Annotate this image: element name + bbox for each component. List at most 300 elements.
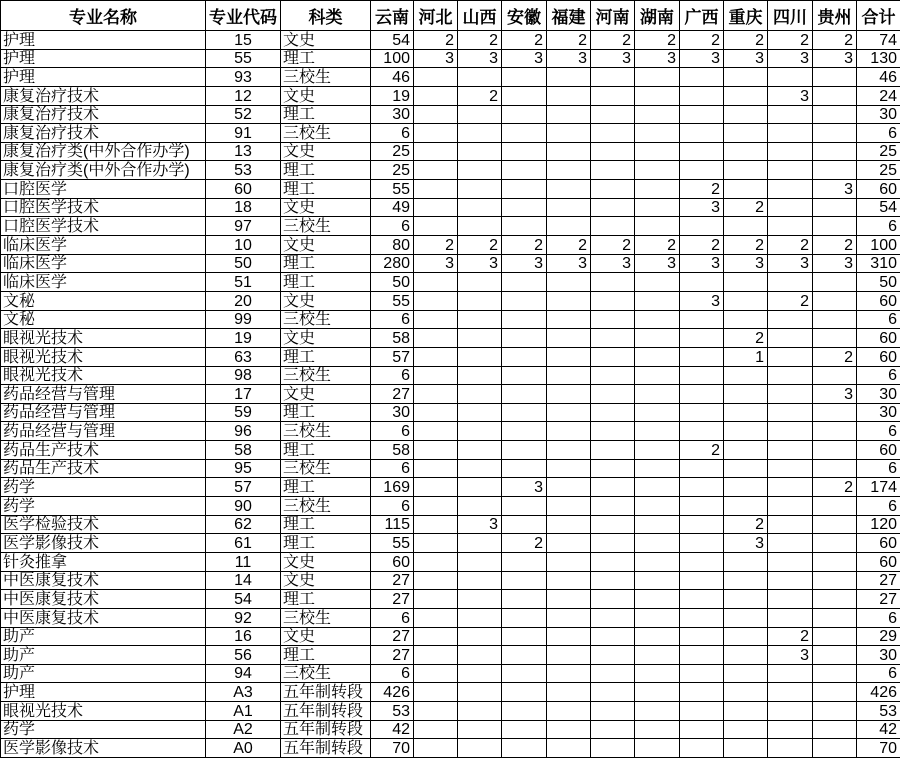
cell-value	[502, 459, 547, 478]
cell-value	[635, 720, 680, 739]
cell-subject-type: 三校生	[281, 124, 371, 143]
cell-value	[635, 198, 680, 217]
cell-value	[414, 590, 458, 609]
cell-value	[635, 310, 680, 329]
cell-value	[414, 403, 458, 422]
cell-major-code: 63	[206, 347, 281, 366]
table-row	[1, 49, 900, 68]
table-row	[1, 68, 900, 87]
cell-major-name: 药学	[1, 720, 206, 739]
cell-value	[458, 646, 502, 665]
table-row	[1, 236, 900, 255]
cell-value	[458, 702, 502, 721]
cell-value: 3	[502, 254, 547, 273]
cell-value	[414, 273, 458, 292]
cell-major-name: 护理	[1, 683, 206, 702]
cell-value: 80	[371, 236, 414, 255]
cell-value	[414, 422, 458, 441]
cell-major-name: 眼视光技术	[1, 329, 206, 348]
cell-value: 6	[371, 497, 414, 516]
cell-subject-type: 文史	[281, 142, 371, 161]
cell-value	[458, 459, 502, 478]
cell-value	[813, 310, 857, 329]
cell-value	[635, 702, 680, 721]
cell-value	[414, 571, 458, 590]
cell-value: 6	[371, 217, 414, 236]
cell-value: 3	[768, 49, 813, 68]
cell-value	[680, 534, 724, 553]
cell-value: 30	[857, 403, 900, 422]
cell-value	[414, 497, 458, 516]
cell-value	[547, 217, 591, 236]
cell-major-code: A0	[206, 739, 281, 758]
cell-value	[458, 273, 502, 292]
cell-value: 46	[371, 68, 414, 87]
cell-value: 3	[680, 49, 724, 68]
cell-value	[635, 68, 680, 87]
cell-value	[414, 515, 458, 534]
cell-value	[414, 217, 458, 236]
cell-value: 6	[857, 366, 900, 385]
cell-value	[502, 422, 547, 441]
cell-major-code: 94	[206, 664, 281, 683]
cell-value	[724, 608, 768, 627]
cell-value: 54	[857, 198, 900, 217]
cell-value	[768, 403, 813, 422]
cell-value	[458, 683, 502, 702]
cell-value	[458, 552, 502, 571]
cell-value	[680, 590, 724, 609]
cell-value	[458, 198, 502, 217]
cell-value	[591, 608, 635, 627]
cell-value: 3	[768, 254, 813, 273]
cell-value	[547, 403, 591, 422]
cell-value	[680, 329, 724, 348]
cell-value: 3	[724, 49, 768, 68]
cell-subject-type: 三校生	[281, 310, 371, 329]
cell-value	[458, 68, 502, 87]
cell-value	[591, 422, 635, 441]
cell-value	[680, 310, 724, 329]
cell-value: 27	[371, 627, 414, 646]
cell-value	[547, 124, 591, 143]
cell-value	[813, 217, 857, 236]
cell-value: 24	[857, 86, 900, 105]
cell-value: 2	[591, 31, 635, 50]
cell-value	[502, 627, 547, 646]
cell-value	[414, 198, 458, 217]
cell-value	[635, 590, 680, 609]
cell-value	[591, 739, 635, 758]
cell-value	[591, 273, 635, 292]
cell-value	[458, 534, 502, 553]
cell-value	[547, 478, 591, 497]
cell-value: 2	[680, 236, 724, 255]
cell-value	[813, 534, 857, 553]
cell-subject-type: 文史	[281, 291, 371, 310]
cell-value	[591, 571, 635, 590]
cell-major-code: 99	[206, 310, 281, 329]
cell-value	[724, 273, 768, 292]
cell-value	[635, 552, 680, 571]
cell-value	[813, 198, 857, 217]
cell-value	[635, 273, 680, 292]
cell-value	[680, 515, 724, 534]
cell-value	[502, 329, 547, 348]
cell-major-name: 药品经营与管理	[1, 422, 206, 441]
table-row	[1, 571, 900, 590]
col-major-name: 专业名称	[1, 1, 206, 31]
cell-major-name: 医学检验技术	[1, 515, 206, 534]
cell-major-code: 95	[206, 459, 281, 478]
cell-subject-type: 理工	[281, 254, 371, 273]
cell-major-name: 临床医学	[1, 273, 206, 292]
cell-value	[813, 590, 857, 609]
cell-value: 2	[502, 31, 547, 50]
cell-value	[502, 552, 547, 571]
cell-value	[680, 142, 724, 161]
cell-major-name: 助产	[1, 627, 206, 646]
table-row	[1, 254, 900, 273]
cell-subject-type: 文史	[281, 198, 371, 217]
cell-value: 6	[371, 459, 414, 478]
cell-value	[724, 664, 768, 683]
cell-value	[768, 385, 813, 404]
cell-value: 6	[371, 422, 414, 441]
cell-value: 27	[371, 646, 414, 665]
table-row	[1, 646, 900, 665]
table-row	[1, 310, 900, 329]
cell-value: 42	[857, 720, 900, 739]
cell-value	[768, 590, 813, 609]
cell-major-code: 58	[206, 441, 281, 460]
cell-value	[547, 459, 591, 478]
cell-value: 1	[724, 347, 768, 366]
cell-value	[458, 310, 502, 329]
cell-value: 60	[857, 347, 900, 366]
cell-value	[547, 497, 591, 516]
cell-value	[813, 702, 857, 721]
cell-subject-type: 五年制转段	[281, 683, 371, 702]
cell-value	[502, 180, 547, 199]
cell-major-name: 药学	[1, 478, 206, 497]
cell-subject-type: 文史	[281, 31, 371, 50]
cell-value: 3	[547, 254, 591, 273]
cell-value	[724, 180, 768, 199]
table-row	[1, 720, 900, 739]
cell-value	[547, 422, 591, 441]
cell-value	[591, 291, 635, 310]
cell-value	[547, 366, 591, 385]
cell-value	[502, 68, 547, 87]
cell-subject-type: 理工	[281, 180, 371, 199]
table-row	[1, 31, 900, 50]
cell-value	[547, 347, 591, 366]
cell-value	[414, 608, 458, 627]
cell-value: 27	[371, 385, 414, 404]
cell-value	[635, 497, 680, 516]
cell-subject-type: 三校生	[281, 459, 371, 478]
cell-value	[724, 366, 768, 385]
cell-value: 3	[547, 49, 591, 68]
cell-value	[680, 608, 724, 627]
cell-value	[635, 422, 680, 441]
cell-subject-type: 文史	[281, 627, 371, 646]
cell-major-code: A3	[206, 683, 281, 702]
cell-value	[591, 720, 635, 739]
cell-value: 100	[371, 49, 414, 68]
cell-major-name: 康复治疗技术	[1, 124, 206, 143]
cell-subject-type: 理工	[281, 49, 371, 68]
cell-value: 280	[371, 254, 414, 273]
table-row	[1, 664, 900, 683]
cell-value: 2	[680, 441, 724, 460]
cell-value	[414, 459, 458, 478]
cell-value: 25	[857, 161, 900, 180]
cell-value: 60	[857, 552, 900, 571]
cell-value	[635, 683, 680, 702]
cell-subject-type: 理工	[281, 273, 371, 292]
cell-value	[635, 291, 680, 310]
cell-subject-type: 五年制转段	[281, 720, 371, 739]
cell-value	[680, 646, 724, 665]
cell-value	[768, 124, 813, 143]
cell-value: 55	[371, 534, 414, 553]
header-row	[1, 1, 900, 31]
cell-major-name: 药品生产技术	[1, 459, 206, 478]
cell-major-name: 眼视光技术	[1, 702, 206, 721]
cell-value: 2	[768, 291, 813, 310]
cell-value	[724, 86, 768, 105]
cell-value	[414, 347, 458, 366]
cell-major-name: 助产	[1, 646, 206, 665]
cell-value	[724, 459, 768, 478]
cell-subject-type: 文史	[281, 86, 371, 105]
cell-value	[813, 422, 857, 441]
cell-value: 60	[857, 441, 900, 460]
cell-subject-type: 理工	[281, 347, 371, 366]
cell-value: 42	[371, 720, 414, 739]
cell-major-name: 康复治疗技术	[1, 86, 206, 105]
cell-value	[768, 552, 813, 571]
cell-value	[414, 739, 458, 758]
cell-major-code: 55	[206, 49, 281, 68]
cell-value: 6	[371, 124, 414, 143]
cell-value	[635, 739, 680, 758]
cell-value: 30	[857, 646, 900, 665]
cell-value	[768, 702, 813, 721]
cell-value: 2	[635, 236, 680, 255]
cell-value	[813, 497, 857, 516]
table-row	[1, 161, 900, 180]
cell-value: 30	[857, 385, 900, 404]
cell-value	[502, 441, 547, 460]
col-henan: 河南	[591, 1, 635, 31]
cell-value	[414, 329, 458, 348]
cell-value	[724, 385, 768, 404]
cell-value: 3	[680, 291, 724, 310]
cell-value	[591, 217, 635, 236]
cell-value	[458, 664, 502, 683]
cell-value: 3	[813, 49, 857, 68]
cell-value	[724, 627, 768, 646]
cell-major-name: 临床医学	[1, 236, 206, 255]
cell-value	[414, 86, 458, 105]
cell-value	[502, 217, 547, 236]
cell-value	[724, 441, 768, 460]
cell-value	[680, 68, 724, 87]
cell-major-name: 药品经营与管理	[1, 403, 206, 422]
cell-subject-type: 文史	[281, 385, 371, 404]
table-row	[1, 347, 900, 366]
cell-value	[635, 161, 680, 180]
cell-value	[768, 720, 813, 739]
table-body	[1, 31, 900, 758]
cell-value	[680, 366, 724, 385]
cell-value	[414, 180, 458, 199]
cell-value	[591, 347, 635, 366]
cell-value	[813, 68, 857, 87]
cell-value	[458, 142, 502, 161]
cell-value: 310	[857, 254, 900, 273]
cell-value: 29	[857, 627, 900, 646]
cell-value	[768, 347, 813, 366]
cell-value: 55	[371, 180, 414, 199]
table-row	[1, 739, 900, 758]
cell-value	[414, 68, 458, 87]
cell-value	[502, 105, 547, 124]
cell-value	[680, 124, 724, 143]
cell-value	[813, 142, 857, 161]
cell-value	[591, 552, 635, 571]
cell-value	[414, 366, 458, 385]
col-shanxi: 山西	[458, 1, 502, 31]
cell-value: 19	[371, 86, 414, 105]
cell-value	[414, 552, 458, 571]
cell-value	[680, 478, 724, 497]
cell-value	[813, 291, 857, 310]
cell-value	[768, 422, 813, 441]
cell-major-code: 19	[206, 329, 281, 348]
cell-value	[813, 552, 857, 571]
cell-subject-type: 三校生	[281, 608, 371, 627]
cell-value	[635, 459, 680, 478]
cell-value	[414, 142, 458, 161]
cell-value	[502, 142, 547, 161]
cell-value	[591, 478, 635, 497]
table-row	[1, 497, 900, 516]
cell-major-code: 91	[206, 124, 281, 143]
table-row	[1, 329, 900, 348]
cell-value: 30	[371, 403, 414, 422]
cell-value	[547, 198, 591, 217]
cell-value	[414, 683, 458, 702]
cell-value: 6	[371, 608, 414, 627]
table-row	[1, 683, 900, 702]
cell-value	[724, 142, 768, 161]
cell-value: 50	[857, 273, 900, 292]
cell-value	[458, 403, 502, 422]
cell-value	[547, 720, 591, 739]
cell-subject-type: 三校生	[281, 366, 371, 385]
cell-major-code: 97	[206, 217, 281, 236]
cell-value: 49	[371, 198, 414, 217]
cell-major-code: 12	[206, 86, 281, 105]
cell-value: 3	[635, 49, 680, 68]
cell-major-name: 医学影像技术	[1, 739, 206, 758]
cell-value	[414, 720, 458, 739]
cell-value	[547, 105, 591, 124]
cell-value: 27	[371, 571, 414, 590]
cell-value	[768, 683, 813, 702]
cell-value	[680, 403, 724, 422]
cell-value: 27	[857, 590, 900, 609]
cell-value	[547, 329, 591, 348]
cell-subject-type: 五年制转段	[281, 739, 371, 758]
cell-value	[591, 683, 635, 702]
cell-value	[591, 403, 635, 422]
cell-value: 2	[768, 627, 813, 646]
cell-value: 2	[724, 329, 768, 348]
cell-major-code: 16	[206, 627, 281, 646]
cell-value	[414, 627, 458, 646]
cell-value: 2	[724, 31, 768, 50]
cell-value	[502, 86, 547, 105]
cell-value: 3	[724, 254, 768, 273]
cell-major-code: 90	[206, 497, 281, 516]
cell-value: 6	[857, 422, 900, 441]
col-subject-type: 科类	[281, 1, 371, 31]
cell-value	[414, 441, 458, 460]
cell-value	[502, 273, 547, 292]
cell-value: 6	[371, 366, 414, 385]
cell-value: 58	[371, 329, 414, 348]
cell-value	[414, 385, 458, 404]
cell-value	[635, 534, 680, 553]
cell-subject-type: 三校生	[281, 68, 371, 87]
col-chongqing: 重庆	[724, 1, 768, 31]
cell-major-code: 59	[206, 403, 281, 422]
cell-value	[724, 497, 768, 516]
cell-value	[724, 702, 768, 721]
cell-value	[813, 720, 857, 739]
cell-value: 54	[371, 31, 414, 50]
cell-value	[458, 291, 502, 310]
cell-value: 6	[857, 124, 900, 143]
cell-value	[680, 664, 724, 683]
cell-value	[547, 86, 591, 105]
cell-major-name: 文秘	[1, 291, 206, 310]
cell-value	[502, 366, 547, 385]
cell-value: 3	[502, 49, 547, 68]
cell-value	[458, 347, 502, 366]
cell-value: 46	[857, 68, 900, 87]
cell-value	[724, 646, 768, 665]
cell-major-name: 针灸推拿	[1, 552, 206, 571]
cell-major-name: 护理	[1, 68, 206, 87]
cell-value	[547, 702, 591, 721]
cell-value	[591, 105, 635, 124]
cell-major-code: 57	[206, 478, 281, 497]
cell-value: 2	[813, 478, 857, 497]
cell-value: 2	[458, 31, 502, 50]
cell-major-name: 药品生产技术	[1, 441, 206, 460]
cell-value	[768, 273, 813, 292]
cell-value	[591, 310, 635, 329]
cell-value	[768, 497, 813, 516]
cell-value	[635, 366, 680, 385]
cell-value: 70	[857, 739, 900, 758]
